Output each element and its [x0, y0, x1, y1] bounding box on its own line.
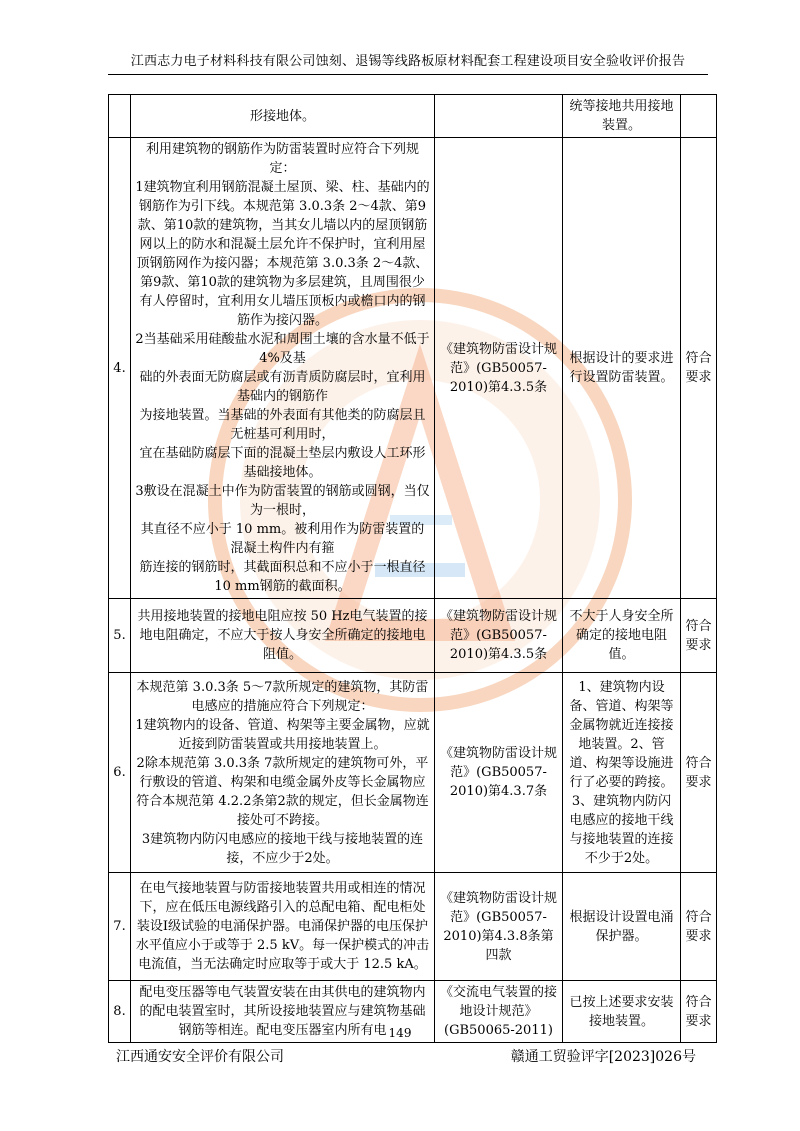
requirement-line: 在电气接地装置与防雷接地装置共用或相连的情况下，应在低压电源线路引入的总配电箱、配电柜处装设Ⅰ级试验的电涌保护器。电涌保护器的电压保护水平值应小于或等于 2.5 kV。每一保护模式的冲击电流值，当无法确定时应取等于或大于 12.5 kA。 [135, 881, 430, 972]
requirement-line: 2当基础采用硅酸盐水泥和周围土壤的含水量不低于 4%及基 [135, 332, 430, 366]
requirement-line: 配电变压器等电气装置安装在由其供电的建筑物内的配电装置室时，其所设接地装置应与建筑物基础钢筋等相连。配电变压器室内所有电 [139, 985, 426, 1038]
basis-text: 《建筑物防雷设计规范》(GB50057-2010)第4.3.5条 [435, 599, 563, 673]
page-number: 149 [388, 1026, 412, 1040]
requirement-line: 本规范第 3.0.3条 5～7款所规定的建筑物，其防雷电感应的措施应符合下列规定： [136, 679, 429, 714]
basis-text: 《建筑物防雷设计规范》(GB50057-2010)第4.3.5条 [435, 138, 563, 599]
result-text [681, 95, 717, 138]
table-row [109, 673, 717, 873]
row-number: 8. [109, 981, 131, 1043]
requirement-line: 宜在基础防腐层下面的混凝土垫层内敷设人工环形基础接地体。 [139, 446, 426, 480]
requirement-line: 其直径不应小于 10 mm。被利用作为防雷装置的混凝土构件内有箍 [140, 522, 425, 556]
requirement-line: 3敷设在混凝土中作为防雷装置的钢筋或圆钢，当仅为一根时， [135, 484, 430, 518]
requirement-line: 2除本规范第 3.0.3条 7款所规定的建筑物可外，平行敷设的管道、构架和电缆金属外皮等长金属物应符合本规范第 4.2.2条第2款的规定，但长金属物连接处可不跨接。 [136, 755, 429, 828]
requirement-line: 3建筑物内防闪电感应的接地干线与接地装置的连接，不应少于2处。 [141, 831, 424, 866]
footer-company: 江西通安安全评价有限公司 [116, 1049, 284, 1065]
table-row [109, 873, 717, 981]
result-text: 符合要求 [681, 981, 717, 1043]
row-number: 5. [109, 599, 131, 673]
footer-report-number: 赣通工贸验评字[2023]026号 [510, 1049, 696, 1065]
requirement-text [131, 138, 435, 599]
row-number [109, 95, 131, 138]
requirement-line: 利用建筑物的钢筋作为防雷装置时应符合下列规定： [145, 142, 419, 176]
finding-text: 1、建筑物内设备、管道、构架等金属物就近连接接地装置。2、管道、构架等设施进行了必要的跨接。3、建筑物内防闪电感应的接地干线与接地装置的连接不少于2处。 [563, 673, 681, 873]
requirement-line: 形接地体。 [249, 108, 315, 124]
finding-text: 已按上述要求安装接地装置。 [563, 981, 681, 1043]
row-number: 6. [109, 673, 131, 873]
requirement-text [131, 673, 435, 873]
requirement-line: 为接地装置。当基础的外表面有其他类的防腐层且无桩基可利用时， [139, 408, 426, 442]
requirement-line: 共用接地装置的接地电阻应按 50 Hz电气装置的接地电阻确定，不应大于按人身安全所确定的接地电阻值。 [137, 609, 428, 662]
page-header-title: 江西志力电子材料科技有限公司蚀刻、退锡等线路板原材料配套工程建设项目安全验收评价报告 [130, 54, 686, 69]
header-divider [108, 74, 708, 75]
requirement-line: 础的外表面无防腐层或有沥青质防腐层时，宜利用基础内的钢筋作 [139, 370, 426, 404]
requirement-text [131, 599, 435, 673]
basis-text [435, 95, 563, 138]
table-row [109, 95, 717, 138]
row-number: 4. [109, 138, 131, 599]
basis-text: 《交流电气装置的接地设计规范》(GB50065-2011) [435, 981, 563, 1043]
footer-divider [108, 1042, 708, 1043]
finding-text: 根据设计设置电涌保护器。 [563, 873, 681, 981]
basis-text: 《建筑物防雷设计规范》(GB50057-2010)第4.3.8条第四款 [435, 873, 563, 981]
result-text: 符合要求 [681, 873, 717, 981]
finding-text: 根据设计的要求进行设置防雷装置。 [563, 138, 681, 599]
requirement-text [131, 95, 435, 138]
table-row [109, 138, 717, 599]
result-text: 符合要求 [681, 599, 717, 673]
finding-text: 不大于人身安全所确定的接地电阻值。 [563, 599, 681, 673]
acceptance-check-table [108, 94, 717, 1043]
result-text: 符合要求 [681, 138, 717, 599]
row-number: 7. [109, 873, 131, 981]
requirement-line: 1建筑物内的设备、管道、构架等主要金属物，应就近接到防雷装置或共用接地装置上。 [135, 717, 430, 752]
basis-text: 《建筑物防雷设计规范》(GB50057-2010)第4.3.7条 [435, 673, 563, 873]
finding-text: 统等接地共用接地装置。 [563, 95, 681, 138]
result-text: 符合要求 [681, 673, 717, 873]
requirement-line: 筋连接的钢筋时，其截面积总和不应小于一根直径 10 mm钢筋的截面积。 [139, 560, 426, 594]
table-row [109, 599, 717, 673]
requirement-line: 1建筑物宜利用钢筋混凝土屋顶、梁、柱、基础内的钢筋作为引下线。本规范第 3.0.3条 2～4款、第9款、第10款的建筑物，当其女儿墙以内的屋顶钢筋网以上的防水和混凝土层允许不保护时，宜利用屋顶钢筋网作为接闪器；本规范第 3.0.3条 2～4款、第9款、第10款的建筑物为多层建筑，且周围很少有人停留时，宜利用女儿墙压顶板内或檐口内的钢筋作为接闪器。 [135, 180, 430, 328]
requirement-text [131, 873, 435, 981]
